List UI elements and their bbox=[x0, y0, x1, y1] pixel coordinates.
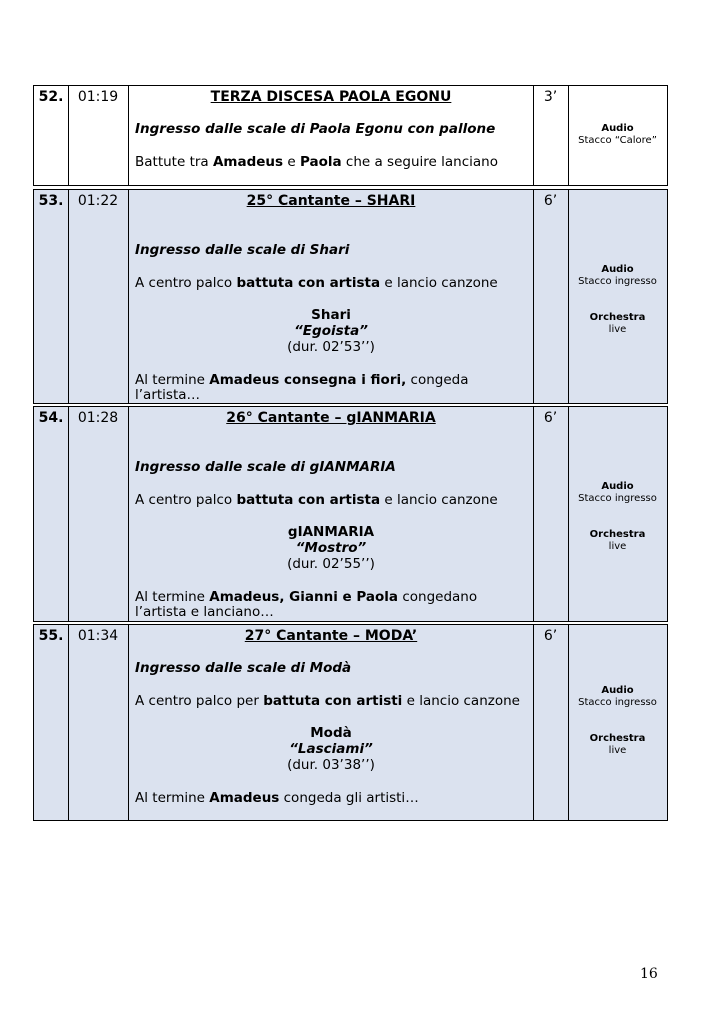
row-number: 53. bbox=[38, 193, 64, 209]
tech-notes bbox=[568, 685, 667, 757]
artist-name: Modà bbox=[310, 725, 352, 741]
row-duration: 6’ bbox=[543, 628, 558, 644]
song-duration: (dur. 03’38’’) bbox=[287, 757, 375, 773]
entrance-line: Ingresso dalle scale di Modà bbox=[135, 660, 352, 676]
closing-line-2: l’artista e lanciano… bbox=[135, 604, 274, 620]
row-time: 01:19 bbox=[77, 89, 119, 105]
row-title: 26° Cantante – gIANMARIA bbox=[226, 410, 436, 426]
row-time: 01:28 bbox=[77, 410, 119, 426]
row-duration: 6’ bbox=[543, 410, 558, 426]
orchestra-label: Orchestra bbox=[589, 733, 646, 744]
entrance-line: Ingresso dalle scale di Paola Egonu con pallone bbox=[135, 121, 496, 137]
row-title: TERZA DISCESA PAOLA EGONU bbox=[210, 89, 452, 105]
song-duration: (dur. 02’55’’) bbox=[287, 556, 375, 572]
song-title: “Egoista” bbox=[294, 323, 368, 339]
closing-line: Al termine Amadeus congeda gli artisti… bbox=[135, 790, 419, 806]
center-stage-line: A centro palco battuta con artista e lancio canzone bbox=[135, 492, 498, 508]
orchestra-value: live bbox=[608, 324, 627, 335]
artist-name: Shari bbox=[311, 307, 351, 323]
artist-name: gIANMARIA bbox=[287, 524, 375, 540]
row-title: 27° Cantante – MODA’ bbox=[244, 628, 418, 644]
entrance-line: Ingresso dalle scale di Shari bbox=[135, 242, 350, 258]
audio-label: Audio bbox=[601, 685, 634, 696]
closing-line: Al termine Amadeus, Gianni e Paola congedano bbox=[135, 589, 478, 605]
audio-value: Stacco ingresso bbox=[578, 697, 657, 708]
row-number: 52. bbox=[38, 89, 64, 105]
entrance-line: Ingresso dalle scale di gIANMARIA bbox=[135, 459, 396, 475]
audio-label: Audio bbox=[601, 264, 634, 275]
row-number: 55. bbox=[38, 628, 64, 644]
audio-value: Stacco “Calore” bbox=[578, 135, 657, 146]
song-title: “Lasciami” bbox=[289, 741, 373, 757]
closing-line: Al termine Amadeus consegna i fiori, congeda bbox=[135, 372, 469, 388]
row-number: 54. bbox=[38, 410, 64, 426]
tech-notes bbox=[568, 123, 667, 147]
orchestra-value: live bbox=[608, 541, 627, 552]
orchestra-label: Orchestra bbox=[589, 312, 646, 323]
rundown-row-54 bbox=[33, 406, 668, 622]
audio-value: Stacco ingresso bbox=[578, 276, 657, 287]
orchestra-value: live bbox=[608, 745, 627, 756]
row-time: 01:22 bbox=[77, 193, 119, 209]
audio-label: Audio bbox=[601, 481, 634, 492]
rundown-row-55 bbox=[33, 624, 668, 821]
page-number: 16 bbox=[640, 966, 658, 982]
center-stage-line: A centro palco per battuta con artisti e lancio canzone bbox=[135, 693, 520, 709]
orchestra-label: Orchestra bbox=[589, 529, 646, 540]
row-title: 25° Cantante – SHARI bbox=[246, 193, 416, 209]
rundown-row-53 bbox=[33, 189, 668, 404]
tech-notes bbox=[568, 264, 667, 336]
row-duration: 6’ bbox=[543, 193, 558, 209]
audio-value: Stacco ingresso bbox=[578, 493, 657, 504]
row-duration: 3’ bbox=[543, 89, 558, 105]
row-time: 01:34 bbox=[77, 628, 119, 644]
song-duration: (dur. 02’53’’) bbox=[287, 339, 375, 355]
banter-line: Battute tra Amadeus e Paola che a seguire lanciano bbox=[135, 154, 498, 170]
rundown-row-52 bbox=[33, 85, 668, 186]
center-stage-line: A centro palco battuta con artista e lancio canzone bbox=[135, 275, 498, 291]
audio-label: Audio bbox=[601, 123, 634, 134]
tech-notes bbox=[568, 481, 667, 553]
closing-line-2: l’artista… bbox=[135, 387, 201, 403]
song-title: “Mostro” bbox=[295, 540, 367, 556]
